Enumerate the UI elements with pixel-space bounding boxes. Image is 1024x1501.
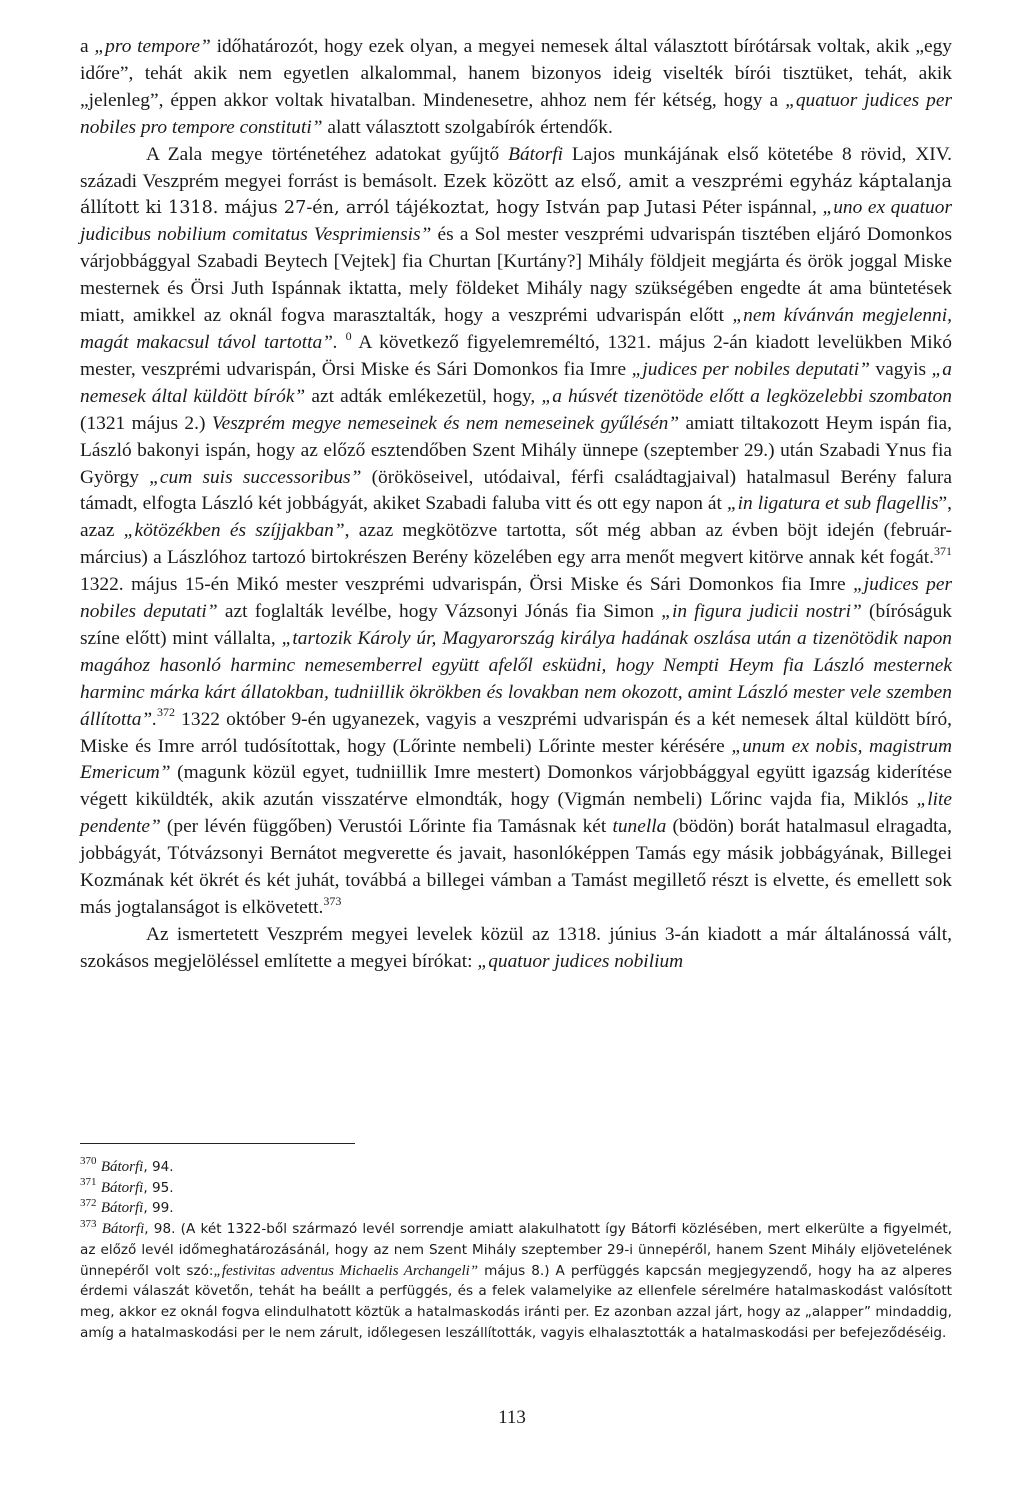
footnote-text: , 98. (A két 1322-ből származó levél sorrendje amiatt alakulhatott így Bátorfi közlésében, mert elkerülte a figyelmét, az előző levél időmeghatározásánál, hogy az nem Szent Mihály szeptember 29-i ünnepéről, hanem Szent Mihály eljövetelének ünnepéről volt szó: xyxy=(80,1221,952,1279)
latin-quote: „cum suis successoribus” xyxy=(149,466,362,488)
footnote-ref: 373 xyxy=(323,893,342,908)
text-run: azt foglalták levélbe, hogy Vázsonyi Jónás fia Simon xyxy=(217,601,662,623)
latin-quote: „lite pendente” xyxy=(80,789,952,838)
footnote-370 xyxy=(80,1157,952,1178)
footnote-text: , 94. xyxy=(143,1159,174,1175)
text-run: (1321 május 2.) xyxy=(80,412,212,434)
page-number: 113 xyxy=(498,1407,526,1428)
footnote-372 xyxy=(80,1198,952,1219)
text-run: Péter ispánnal, xyxy=(696,197,823,219)
latin-quote: „in figura judicii nostri” xyxy=(661,601,862,623)
footnote-text: május 8.) A perfüggés kapcsán megjegyzendő, hogy ha az alperes érdemi válaszát követőn, tehát ha beállt a perfüggés, és a felek valamelyike az ellenfele sérelmére hatalmaskodást valósított meg, akkor ez oknál fogva elindulhatott köztük a hatalmaskodás iránti per. Ez azonban azzal járt, hogy az „alapper” mindaddig, amíg a hatalmaskodási per le nem zárult, időlegesen leszállították, vagyis elhalasztották a hatalmaskodási per befejeződéséig. xyxy=(80,1262,952,1341)
main-text xyxy=(80,34,952,976)
text-run: a xyxy=(80,36,95,57)
text-run: (bödön) borát hatalmasul elragadta, jobbágyát, Tótvázsonyi Bernátot megverette és javait, hasonlóképpen Tamás egy másik jobbágyának, Billegei Kozmának két ökrét és két juhát, továbbá a billegei vámban a Tamást megillető részt is elvette, és emellett sok más jogtalanságot is elkövetett. xyxy=(80,816,952,918)
translated-quote: Veszprém megye nemeseinek és nem nemeseinek gyűlésén” xyxy=(211,412,680,434)
footnote-ref: 372 xyxy=(157,705,176,720)
text-run: alatt választott szolgabírók értendők. xyxy=(322,116,613,138)
footnote-373 xyxy=(80,1219,952,1343)
footnote-number: 371 xyxy=(80,1176,97,1189)
text-run: és a Sol mester veszprémi udvarispán tisztében eljáró Domonkos várjobbággyal Szabadi Beytech [Vejtek] fia Churtan [Kurtány?] Mihály földjeit megjárta és örök joggal Miske mesternek és Örsi Juth Ispánnak iktatta, mely földeket Mihály nagy szükségében engedte át ama büntetések miatt, amikkel az oknál fogva marasztalták, hogy a veszprémi udvarispán előtt xyxy=(80,224,953,327)
text-run: 1322. május 15-én Mikó mester veszprémi udvarispán, Örsi Miske és Sári Domonkos fia Imre xyxy=(80,574,853,596)
footnote-source: Bátorfi xyxy=(100,1159,144,1175)
latin-quote: „quatuor judices per nobiles pro tempore constituti” xyxy=(80,89,952,138)
footnote-separator xyxy=(80,1143,355,1144)
footnote-latin-quote: „festivitas adventus Michaelis Archangeli” xyxy=(213,1262,479,1279)
latin-quote: „pro tempore” xyxy=(94,36,211,57)
text-run: Lajos munkájának első kötetébe 8 rövid, XIV. századi Veszprém megyei forrást is bemásolt. xyxy=(80,143,953,192)
footnote-ref: 0 xyxy=(345,328,352,343)
latin-quote: „judices per nobiles deputati” xyxy=(80,574,952,623)
latin-quote: „in ligatura et sub flagellis xyxy=(726,493,939,515)
paragraph-1 xyxy=(80,34,952,142)
footnote-source: Bátorfi xyxy=(101,1221,145,1238)
text-run: A Zala megye történetéhez adatokat gyűjtő xyxy=(146,143,509,165)
text-run: (örököseivel, utódaival, férfi családtagjaival) hatalmasul Berény falura támadt, elfogta László két jobbágyát, akiket Szabadi faluba vitt és ott egy napon át xyxy=(80,466,952,515)
translated-quote: „tartozik Károly úr, Magyarország királya hadának oszlása után a tizenötödik napon magához hasonló harminc nemesemberrel együtt afelől esküdni, hogy Nempti Heym fia László mesternek harminc márka kárt állatokban, tudniillik ökrökben és lovakban nem okozott, amint László mester vele szemben állította”. xyxy=(80,627,952,730)
text-run: 1322 október 9-én ugyanezek, vagyis a veszprémi udvarispán és a két nemesek által küldött bíró, Miske és Imre arról tudósítottak, hogy (Lőrinte nembeli) Lőrinte mester kérésére xyxy=(80,708,952,757)
latin-quote: „quatuor judices nobilium xyxy=(477,950,684,972)
text-run: Az ismertetett Veszprém megyei levelek közül az 1318. június 3-án kiadott a már általánossá vált, szokásos megjelöléssel említette a megyei bírókat: xyxy=(80,923,952,972)
text-run: ”, azaz xyxy=(80,493,952,542)
text-run: időhatározót, hogy ezek olyan, a megyei nemesek által választott bírótársak voltak, akik „egy időre”, tehát akik nem egyetlen alkalommal, hanem bizonyos ideig viselték bírói tisztüket, tehát, akik „jelenleg”, éppen akkor voltak hivatalban. Mindenesetre, ahhoz nem fér kétség, hogy a xyxy=(80,36,952,111)
text-run: (bíróságuk színe előtt) mint vállalta, xyxy=(80,601,952,649)
translated-quote: „a húsvét tizenötöde előtt a legközelebbi szombaton xyxy=(541,385,952,407)
footnote-number: 370 xyxy=(80,1155,97,1168)
footnote-ref: 371 xyxy=(934,543,952,558)
text-run xyxy=(338,332,346,353)
text-run: Ezek között az első, amit a veszprémi egyház káptalanja állított ki 1318. május 27-én, arról tájékoztat, hogy István pap Jutasi xyxy=(80,171,952,219)
paragraph-3 xyxy=(80,922,952,976)
latin-quote: „unum ex nobis, magistrum Emericum” xyxy=(80,735,952,784)
text-run: (magunk közül egyet, tudniillik Imre mestert) Domonkos várjobbággyal együtt igazság kiderítése végett kiküldték, akik azután visszatérve elmondták, hogy (Vigmán nembeli) Lőrinc vajda fia, Miklós xyxy=(80,762,952,811)
text-run: , azaz megkötözve tartotta, sőt még abban az évben böjt idején (február-március) a Lászlóhoz tartozó birtokrészen Berény közelében egy arra menőt megvert kitörve annak két fogát. xyxy=(80,520,953,569)
footnotes xyxy=(80,1157,952,1343)
footnote-text: , 99. xyxy=(143,1200,174,1217)
text-run: vagyis xyxy=(869,358,932,380)
footnote-source: Bátorfi xyxy=(100,1200,144,1217)
footnote-text: , 95. xyxy=(143,1179,174,1196)
text-run: A következő figyelemreméltó, 1321. május 2-án kiadott levelükben Mikó mester, veszprémi udvarispán, Örsi Miske és Sári Domonkos fia Imre xyxy=(80,331,952,380)
latin-quote: „uno ex quatuor judicibus nobilium comitatus Vesprimiensis” xyxy=(80,197,952,246)
footnote-number: 372 xyxy=(80,1196,97,1209)
latin-quote: „judices per nobiles deputati” xyxy=(631,358,870,380)
text-run: (per lévén függőben) Verustói Lőrinte fia Tamásnak két xyxy=(160,816,613,838)
footnote-371 xyxy=(80,1178,952,1199)
translated-quote: „kötözékben és szíjjakban” xyxy=(123,520,345,542)
text-run: amiatt tiltakozott Heym ispán fia, László bakonyi ispán, hogy az előző esztendőben Szent Mihály ünnepe (szeptember 29.) után Szabadi Ynus fia György xyxy=(80,412,953,488)
translated-quote: „nem kívánván megjelenni, magát makacsul távol tartotta”. xyxy=(80,305,952,353)
paragraph-2 xyxy=(80,142,952,922)
footnote-source: Bátorfi xyxy=(100,1179,144,1196)
text-run: azt adták emlékezetül, hogy, xyxy=(305,385,542,407)
latin-term: tunella xyxy=(612,816,667,838)
author-name: Bátorfi xyxy=(508,143,564,165)
translated-quote: „a nemesek által küldött bírók” xyxy=(80,358,952,407)
footnote-number: 373 xyxy=(80,1217,97,1230)
